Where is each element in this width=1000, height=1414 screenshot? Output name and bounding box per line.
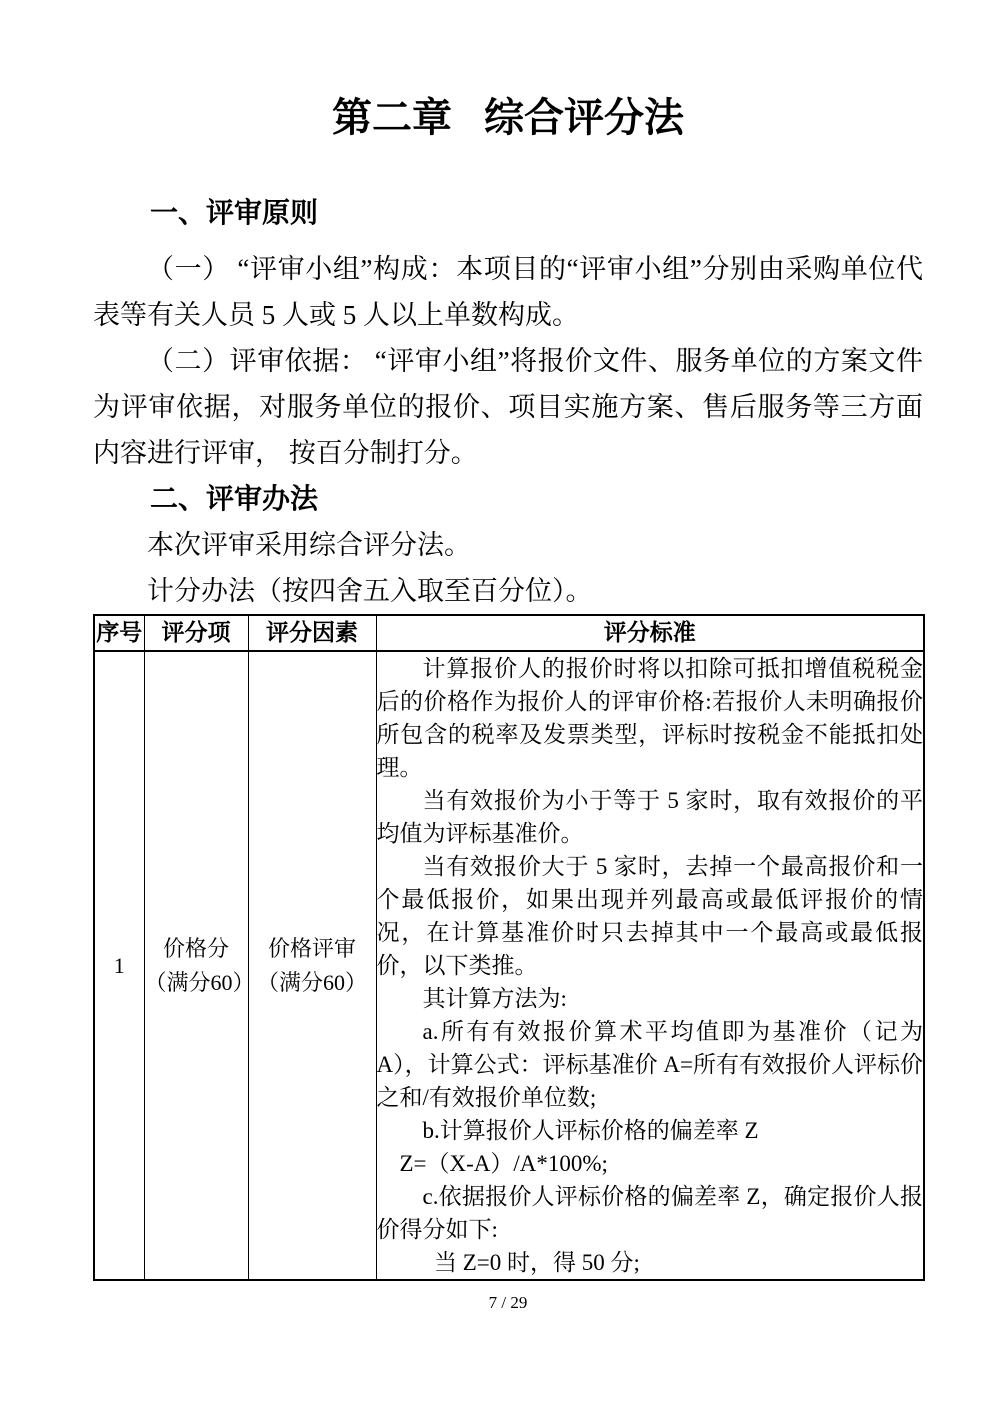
- column-header-index: 序号: [94, 615, 144, 651]
- scoring-table: [93, 614, 925, 1281]
- table-row-price-score: [94, 651, 924, 1280]
- table-header-row: [94, 615, 924, 651]
- scoring-factor-cell: 价格评审（满分60）: [248, 651, 376, 1280]
- standard-paragraph-formula-z: Z=（X-A）/A*100%;: [399, 1151, 608, 1176]
- paragraph-scoring-rounding: 计分办法（按四舍五入取至百分位）。: [147, 576, 593, 606]
- row-number-cell: 1: [94, 651, 144, 1280]
- page-number: 7 / 29: [488, 1293, 528, 1312]
- section-heading-review-principles: 一、评审原则: [150, 197, 319, 228]
- column-header-scoring-factor: 评分因素: [248, 615, 376, 651]
- standard-paragraph-item-c: c.依据报价人评标价格的偏差率 Z，确定报价人报价得分如下:: [376, 1184, 923, 1242]
- standard-paragraph-item-a: a.所有有效报价算术平均值即为基准价（记为 A），计算公式：评标基准价 A=所有有效报价人评标价之和/有效报价单位数;: [376, 1019, 923, 1110]
- scoring-item-cell: 价格分（满分60）: [144, 651, 248, 1280]
- standard-paragraph-item-b: b.计算报价人评标价格的偏差率 Z: [422, 1118, 759, 1143]
- standard-paragraph-calc-method-label: 其计算方法为:: [422, 986, 567, 1011]
- scoring-standard-cell: [376, 651, 924, 1280]
- standard-paragraph-five-or-fewer: 当有效报价为小于等于 5 家时，取有效报价的平均值为评标基准价。: [376, 788, 923, 846]
- column-header-scoring-item: 评分项: [144, 615, 248, 651]
- paragraph-review-basis: （二）评审依据： “评审小组”将报价文件、服务单位的方案文件为评审依据，对服务单位的报价、项目实施方案、售后服务等三方面内容进行评审， 按百分制打分。: [93, 346, 923, 468]
- page-content: [93, 90, 923, 1313]
- section-heading-review-method: 二、评审办法: [150, 483, 319, 514]
- column-header-scoring-standard: 评分标准: [376, 615, 924, 651]
- standard-paragraph-tax-deduction: 计算报价人的报价时将以扣除可抵扣增值税税金后的价格作为报价人的评审价格:若报价人未明确报价所包含的税率及发票类型，评标时按税金不能抵扣处理。: [376, 656, 923, 780]
- standard-paragraph-z-zero: 当 Z=0 时，得 50 分;: [434, 1250, 640, 1275]
- standard-paragraph-more-than-five: 当有效报价大于 5 家时，去掉一个最高报价和一个最低报价，如果出现并列最高或最低评报价的情况，在计算基准价时只去掉其中一个最高或最低报价，以下类推。: [376, 854, 923, 978]
- paragraph-review-group-composition: （一） “评审小组”构成：本项目的“评审小组”分别由采购单位代表等有关人员 5 人或 5 人以上单数构成。: [93, 254, 923, 330]
- paragraph-method-statement: 本次评审采用综合评分法。: [147, 530, 471, 560]
- document-title: 第二章 综合评分法: [332, 95, 684, 140]
